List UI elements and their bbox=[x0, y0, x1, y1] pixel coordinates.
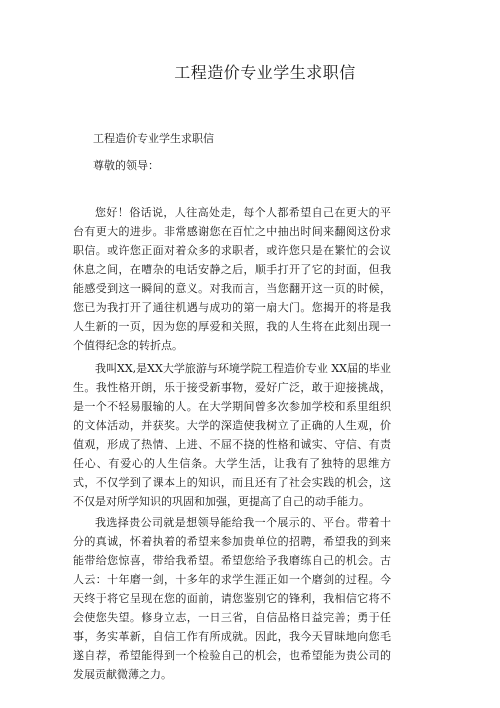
document-title: 工程造价专业学生求职信 bbox=[174, 63, 356, 82]
body-paragraph-1: 您好！俗话说，人往高处走，每个人都希望自己在更大的平台有更大的进步。非常感谢您在百忙之中抽出时间来翻阅这份求职信。或许您正面对着众多的求职者，或许您只是在繁忙的会议休息之间，在嘈杂的电话安静之后，顺手打开了它的封面，但我能感受到这一瞬间的意义。对我而言，当您翻开这一页的时候，您已为我打开了通往机遇与成功的第一扇大门。您揭开的将是我人生新的一页，因为您的厚爱和关照，我的人生将在此刻出现一个值得纪念的转折点。 bbox=[73, 206, 391, 352]
letter-greeting: 尊敬的领导： bbox=[93, 159, 159, 172]
body-paragraph-2: 我叫XX,是XX大学旅游与环境学院工程造价专业 XX届的毕业生。我性格开朗，乐于接受新事物，爱好广泛，敢于迎接挑战，是一个不轻易服输的人。在大学期间曾多次参加学校和系里组织的文体活动，并获奖。大学的深造使我树立了正确的人生观，价值观，形成了热情、上进、不屈不挠的性格和诚实、守信、有责任心、有爱心的人生信条。大学生活，让我有了独特的思维方式，不仅学到了课本上的知识，而且还有了社会实践的机会，这不仅是对所学知识的巩固和加强，更提高了自己的动手能力。 bbox=[73, 362, 391, 508]
body-paragraph-3: 我选择贵公司就是想领导能给我一个展示的、平台。带着十分的真诚，怀着执着的希望来参加贵单位的招聘，希望我的到来能带给您惊喜，带给我希望。希望您给予我磨练自己的机会。古人云：十年磨一剑，十多年的求学生涯正如一个磨剑的过程。今天终于将它呈现在您的面前，请您鉴别它的锋利，我相信它将不会使您失望。修身立志，一日三省，自信品格日益完善；勇于任事，务实革新，自信工作有所成就。因此，我今天冒昧地向您毛遂自荐，希望能得到一个检验自己的机会，也希望能为贵公司的发展贡献微薄之力。 bbox=[73, 516, 391, 681]
letter-subtitle: 工程造价专业学生求职信 bbox=[93, 132, 214, 145]
